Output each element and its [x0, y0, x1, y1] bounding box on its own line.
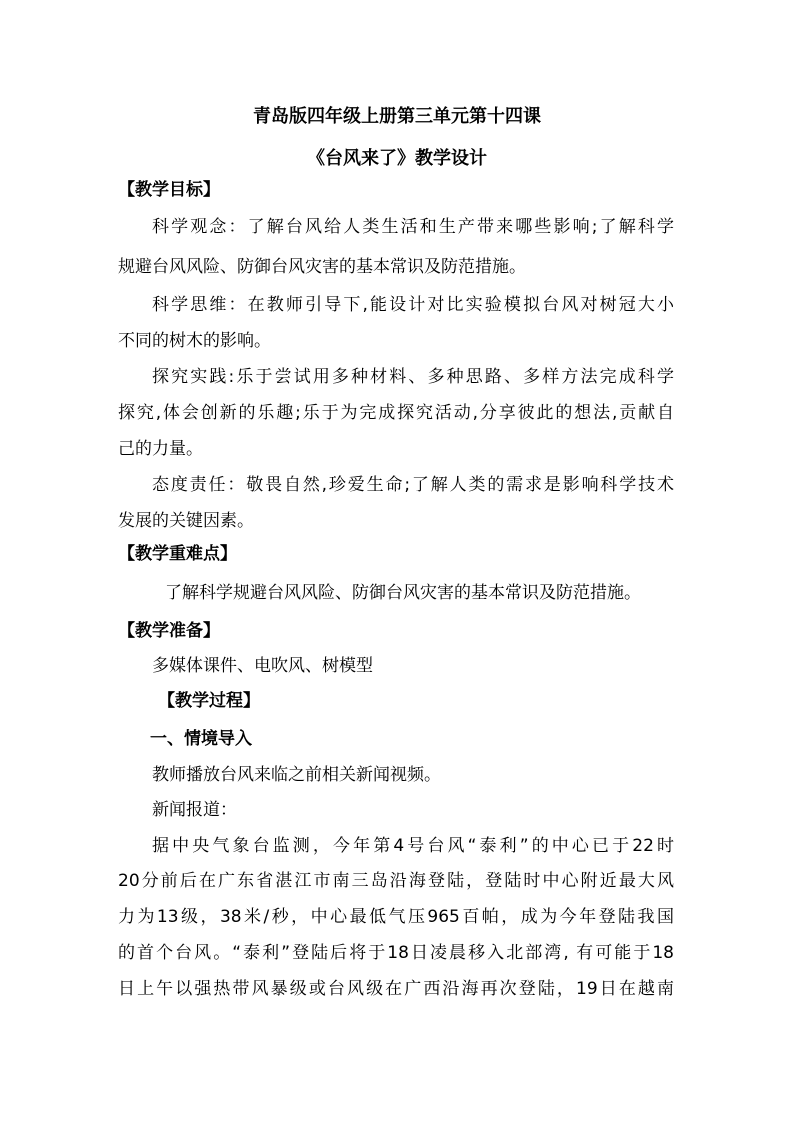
paragraph-line: 据中央气象台监测，今年第4号台风“泰利”的中心已于22时: [152, 836, 674, 856]
paragraph-line: 科学观念：了解台风给人类生活和生产带来哪些影响;了解科学: [152, 217, 674, 237]
paragraph-line: 探究实践:乐于尝试用多种材料、多种思路、多样方法完成科学: [152, 367, 674, 387]
paragraph-line: 态度责任：敬畏自然,珍爱生命;了解人类的需求是影响科学技术: [152, 475, 674, 495]
section-heading-preparation: 【教学准备】: [118, 621, 220, 641]
paragraph-line: 力为13级，38米/秒，中心最低气压965百帕，成为今年登陆我国: [118, 907, 674, 927]
document-title: 青岛版四年级上册第三单元第十四课: [253, 106, 541, 127]
section-heading-objectives: 【教学目标】: [118, 180, 220, 200]
paragraph-line: 了解科学规避台风风险、防御台风灾害的基本常识及防范措施。: [165, 583, 641, 603]
paragraph-line: 发展的关键因素。: [118, 511, 254, 531]
section-heading-key-points: 【教学重难点】: [118, 544, 237, 564]
paragraph-line: 不同的树木的影响。: [118, 331, 271, 351]
paragraph-line: 规避台风风险、防御台风灾害的基本常识及防范措施。: [118, 257, 526, 277]
paragraph-line: 探究,体会创新的乐趣;乐于为完成探究活动,分享彼此的想法,贡献自: [118, 403, 674, 423]
paragraph-line: 新闻报道：: [152, 800, 237, 820]
paragraph-line: 多媒体课件、电吹风、树模型: [152, 656, 373, 676]
document-subtitle: 《台风来了》教学设计: [307, 148, 487, 169]
paragraph-line: 己的力量。: [118, 439, 203, 459]
paragraph-line: 教师播放台风来临之前相关新闻视频。: [152, 765, 441, 785]
subsection-heading-intro: 一、情境导入: [150, 729, 252, 749]
paragraph-line: 科学思维：在教师引导下,能设计对比实验模拟台风对树冠大小: [152, 295, 674, 315]
section-heading-process: 【教学过程】: [158, 691, 260, 711]
paragraph-line: 日上午以强热带风暴级或台风级在广西沿海再次登陆，19日在越南: [118, 979, 674, 999]
paragraph-line: 20分前后在广东省湛江市南三岛沿海登陆，登陆时中心附近最大风: [118, 871, 674, 891]
paragraph-line: 的首个台风。“泰利”登陆后将于18日凌晨移入北部湾, 有可能于18: [118, 943, 674, 963]
